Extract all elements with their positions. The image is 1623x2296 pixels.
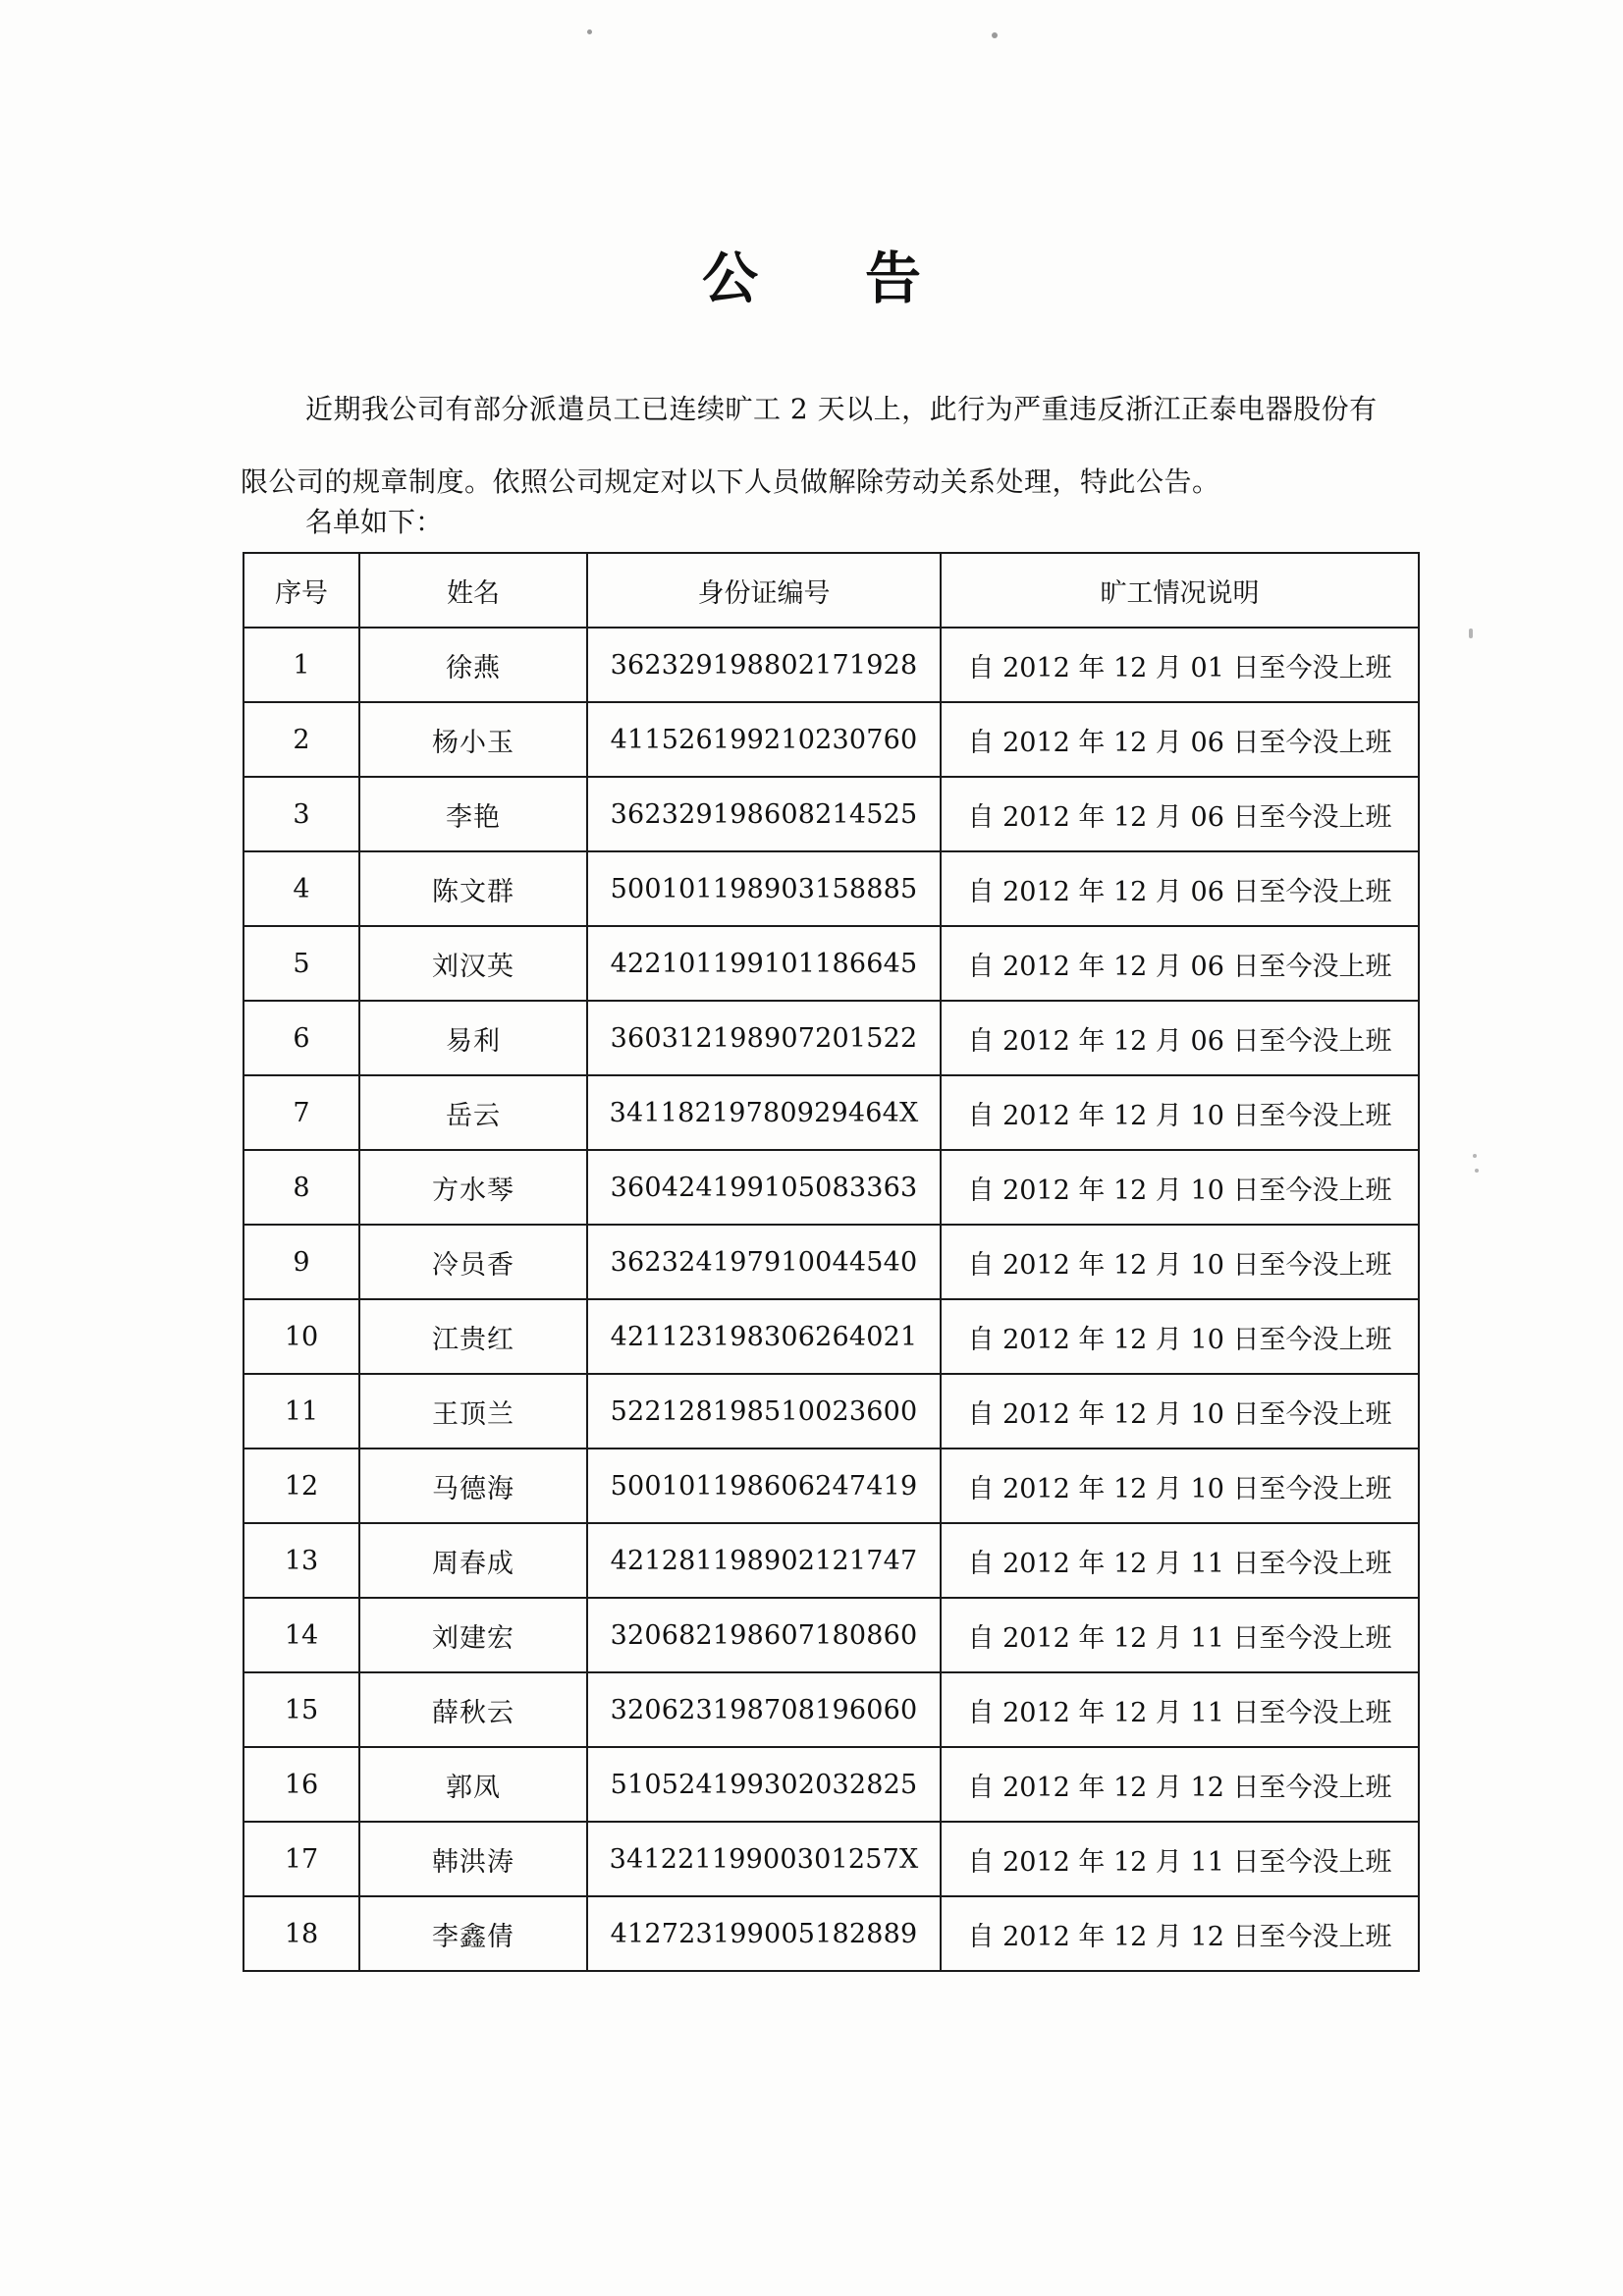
cell-absence-note: 自 2012 年 12 月 10 日至今没上班	[941, 1449, 1419, 1523]
cell-id-number: 422101199101186645	[587, 926, 941, 1001]
column-header-index: 序号	[243, 553, 359, 628]
cell-name: 郭凤	[359, 1747, 587, 1822]
cell-absence-note: 自 2012 年 12 月 10 日至今没上班	[941, 1150, 1419, 1225]
table-row	[243, 1523, 1419, 1598]
notice-paragraph: 近期我公司有部分派遣员工已连续旷工 2 天以上，此行为严重违反浙江正泰电器股份有限公司的规章制度。依照公司规定对以下人员做解除劳动关系处理，特此公告。	[241, 393, 1378, 498]
cell-name: 薛秋云	[359, 1672, 587, 1747]
table-row	[243, 1001, 1419, 1075]
cell-id-number: 421123198306264021	[587, 1299, 941, 1374]
cell-absence-note: 自 2012 年 12 月 10 日至今没上班	[941, 1225, 1419, 1299]
cell-id-number: 320682198607180860	[587, 1598, 941, 1672]
cell-absence-note: 自 2012 年 12 月 01 日至今没上班	[941, 628, 1419, 702]
table-row	[243, 1747, 1419, 1822]
cell-index: 9	[243, 1225, 359, 1299]
cell-index: 13	[243, 1523, 359, 1598]
table-row	[243, 1672, 1419, 1747]
cell-id-number: 34122119900301257X	[587, 1822, 941, 1896]
cell-index: 5	[243, 926, 359, 1001]
cell-index: 12	[243, 1449, 359, 1523]
table-row	[243, 851, 1419, 926]
table-row	[243, 777, 1419, 851]
table-row	[243, 1075, 1419, 1150]
cell-index: 1	[243, 628, 359, 702]
list-intro-label: 名单如下：	[305, 506, 444, 538]
cell-name: 韩洪涛	[359, 1822, 587, 1896]
cell-index: 4	[243, 851, 359, 926]
cell-absence-note: 自 2012 年 12 月 06 日至今没上班	[941, 1001, 1419, 1075]
cell-name: 杨小玉	[359, 702, 587, 777]
table-row	[243, 1598, 1419, 1672]
table-row	[243, 1374, 1419, 1449]
cell-name: 周春成	[359, 1523, 587, 1598]
cell-absence-note: 自 2012 年 12 月 11 日至今没上班	[941, 1672, 1419, 1747]
cell-index: 8	[243, 1150, 359, 1225]
cell-absence-note: 自 2012 年 12 月 11 日至今没上班	[941, 1523, 1419, 1598]
cell-id-number: 411526199210230760	[587, 702, 941, 777]
cell-name: 岳云	[359, 1075, 587, 1150]
cell-index: 14	[243, 1598, 359, 1672]
cell-absence-note: 自 2012 年 12 月 06 日至今没上班	[941, 777, 1419, 851]
page-title: 公 告	[702, 246, 947, 311]
cell-index: 17	[243, 1822, 359, 1896]
cell-name: 李鑫倩	[359, 1896, 587, 1971]
cell-id-number: 360424199105083363	[587, 1150, 941, 1225]
cell-absence-note: 自 2012 年 12 月 10 日至今没上班	[941, 1075, 1419, 1150]
cell-id-number: 510524199302032825	[587, 1747, 941, 1822]
cell-name: 李艳	[359, 777, 587, 851]
cell-name: 王顶兰	[359, 1374, 587, 1449]
cell-absence-note: 自 2012 年 12 月 11 日至今没上班	[941, 1598, 1419, 1672]
cell-id-number: 412723199005182889	[587, 1896, 941, 1971]
cell-id-number: 34118219780929464X	[587, 1075, 941, 1150]
cell-name: 冷员香	[359, 1225, 587, 1299]
table-row	[243, 1822, 1419, 1896]
cell-index: 18	[243, 1896, 359, 1971]
cell-absence-note: 自 2012 年 12 月 11 日至今没上班	[941, 1822, 1419, 1896]
cell-index: 10	[243, 1299, 359, 1374]
cell-id-number: 362329198802171928	[587, 628, 941, 702]
cell-index: 15	[243, 1672, 359, 1747]
table-row	[243, 1896, 1419, 1971]
cell-index: 6	[243, 1001, 359, 1075]
table-row	[243, 1299, 1419, 1374]
cell-name: 江贵红	[359, 1299, 587, 1374]
cell-name: 易利	[359, 1001, 587, 1075]
scan-speckle	[992, 32, 998, 38]
cell-id-number: 320623198708196060	[587, 1672, 941, 1747]
cell-name: 马德海	[359, 1449, 587, 1523]
roster-table	[243, 552, 1420, 1972]
table-row	[243, 1150, 1419, 1225]
cell-absence-note: 自 2012 年 12 月 10 日至今没上班	[941, 1374, 1419, 1449]
cell-absence-note: 自 2012 年 12 月 06 日至今没上班	[941, 702, 1419, 777]
column-header-id: 身份证编号	[587, 553, 941, 628]
cell-name: 陈文群	[359, 851, 587, 926]
cell-absence-note: 自 2012 年 12 月 06 日至今没上班	[941, 851, 1419, 926]
cell-absence-note: 自 2012 年 12 月 10 日至今没上班	[941, 1299, 1419, 1374]
cell-id-number: 500101198903158885	[587, 851, 941, 926]
cell-index: 16	[243, 1747, 359, 1822]
cell-index: 11	[243, 1374, 359, 1449]
notice-body	[241, 373, 1394, 519]
cell-name: 刘汉英	[359, 926, 587, 1001]
table-row	[243, 702, 1419, 777]
cell-id-number: 362324197910044540	[587, 1225, 941, 1299]
table-row	[243, 628, 1419, 702]
cell-absence-note: 自 2012 年 12 月 06 日至今没上班	[941, 926, 1419, 1001]
table-row	[243, 1225, 1419, 1299]
cell-id-number: 500101198606247419	[587, 1449, 941, 1523]
cell-index: 2	[243, 702, 359, 777]
cell-id-number: 522128198510023600	[587, 1374, 941, 1449]
cell-name: 徐燕	[359, 628, 587, 702]
table-header-row	[243, 553, 1419, 628]
scan-speckle	[587, 29, 592, 34]
cell-absence-note: 自 2012 年 12 月 12 日至今没上班	[941, 1896, 1419, 1971]
table-row	[243, 1449, 1419, 1523]
scan-speckle	[1475, 1169, 1479, 1173]
table-row	[243, 926, 1419, 1001]
cell-id-number: 360312198907201522	[587, 1001, 941, 1075]
scan-speckle	[1469, 629, 1473, 638]
cell-name: 刘建宏	[359, 1598, 587, 1672]
column-header-name: 姓名	[359, 553, 587, 628]
scan-speckle	[1473, 1154, 1477, 1158]
column-header-note: 旷工情况说明	[941, 553, 1419, 628]
cell-index: 3	[243, 777, 359, 851]
cell-id-number: 421281198902121747	[587, 1523, 941, 1598]
cell-absence-note: 自 2012 年 12 月 12 日至今没上班	[941, 1747, 1419, 1822]
cell-index: 7	[243, 1075, 359, 1150]
cell-name: 方水琴	[359, 1150, 587, 1225]
cell-id-number: 362329198608214525	[587, 777, 941, 851]
